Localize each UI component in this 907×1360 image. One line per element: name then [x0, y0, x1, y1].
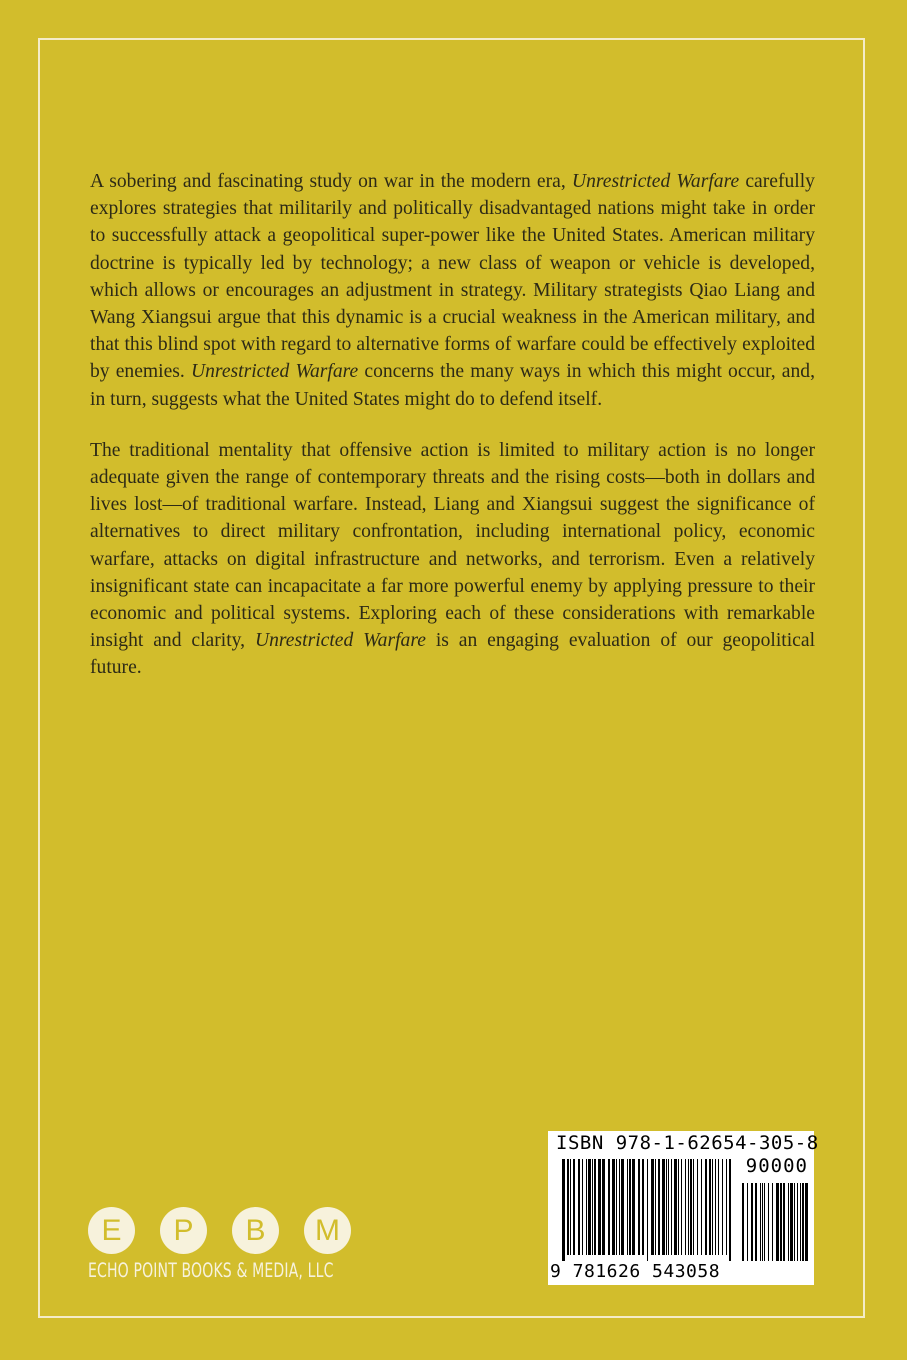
barcode-bar [668, 1159, 669, 1255]
barcode-bar [693, 1159, 694, 1255]
barcode-addon-bar [802, 1183, 804, 1261]
barcode-bar [621, 1159, 624, 1255]
barcode-bar [666, 1159, 667, 1255]
barcode-addon-bar [797, 1183, 798, 1261]
barcode-bar [642, 1159, 644, 1255]
barcode-addon-bar [776, 1183, 779, 1261]
barcode-addon-bar [794, 1183, 795, 1261]
barcode-bar [598, 1159, 601, 1255]
price-code: 90000 [745, 1155, 808, 1177]
barcode-addon-bar [768, 1183, 769, 1261]
barcode-bar [705, 1159, 707, 1255]
barcode-addon-bar [747, 1183, 748, 1261]
logo-letter-e: E [88, 1207, 135, 1254]
barcode-addon-bar [788, 1183, 789, 1261]
isbn-text: ISBN 978-1-62654-305-8 [556, 1132, 819, 1154]
barcode-bar [578, 1159, 580, 1255]
barcode-bar [671, 1159, 672, 1255]
isbn-barcode [548, 1131, 819, 1285]
barcode-addon-bar [772, 1183, 773, 1261]
barcode-addon-bar [742, 1183, 744, 1261]
barcode-bar [629, 1159, 631, 1255]
barcode-addon-bar [805, 1183, 808, 1261]
barcode-bar [662, 1159, 665, 1255]
barcode-bar [709, 1159, 711, 1255]
barcode-bar [562, 1159, 565, 1261]
barcode-bar [638, 1159, 640, 1255]
barcode-bar [573, 1159, 575, 1255]
blurb-paragraph-1: A sobering and fascinating study on war in the modern era, Unrestricted Warfare carefully explores strategies that militarily and politically disadvantaged nations might take in order to successfully attack a geopolitical super-power like the United States. American military doctrine is typically led by technology; a new class of weapon or vehicle is developed, which allows or encourages an adjustment in strategy. Military strategists Qiao Liang and Wang Xiangsui argue that this dynamic is a crucial weakness in the American military, and that this blind spot with regard to alternative forms of warfare could be effectively exploited by enemies. Unrestricted Warfare concerns the many ways in which this might occur, and, in turn, suggests what the United States might do to defend itself. [90, 171, 815, 410]
book-title: Unrestricted Warfare [190, 361, 359, 383]
barcode-addon-bar [751, 1183, 753, 1261]
barcode-addon-bar [790, 1183, 793, 1261]
barcode-bar [718, 1159, 719, 1255]
barcode-bar [726, 1159, 727, 1255]
barcode-bar [674, 1159, 677, 1255]
barcode-bar [592, 1159, 593, 1255]
barcode-bar [632, 1159, 635, 1255]
barcode-bar [619, 1159, 620, 1255]
barcode-bar [697, 1159, 698, 1255]
logo-letter-b: B [232, 1207, 279, 1254]
barcode-bar [567, 1159, 569, 1255]
publisher-logo [88, 1207, 358, 1287]
barcode-bar [616, 1159, 617, 1255]
barcode-bar [681, 1159, 682, 1255]
barcode-bar [594, 1159, 596, 1255]
barcode-bar [678, 1159, 679, 1255]
blurb-paragraph-2: The traditional mentality that offensive action is limited to military action is no longer adequate given the range of contemporary threats and the rising costs—both in dollars and lives lost—of traditional warfare. Instead, Liang and Xiangsui suggest the significance of alternatives to direct military confrontation, including international policy, economic warfare, attacks on digital infrastructure and networks, and terrorism. Even a relatively insignificant state can incapacitate a far more powerful enemy by applying pressure to their economic and political systems. Exploring each of these considerations with remarkable insight and clarity, Unrestricted Warfare is an engaging evaluation of our geopolitical future. [90, 439, 816, 679]
barcode-addon-bar [760, 1183, 761, 1261]
barcode-bar [729, 1159, 731, 1261]
barcode-bar [712, 1159, 713, 1255]
barcode-addon-bar [783, 1183, 785, 1261]
barcode-bar [685, 1159, 686, 1255]
barcode-bar [588, 1159, 591, 1255]
barcode-bar [582, 1159, 583, 1255]
barcode-addon-bar [780, 1183, 782, 1261]
barcode-bar [586, 1159, 587, 1255]
barcode-addon-bar [755, 1183, 757, 1261]
logo-circles [88, 1207, 358, 1254]
publisher-name: ECHO POINT BOOKS & MEDIA, LLC [88, 1259, 334, 1282]
barcode-bar [612, 1159, 615, 1255]
book-title: Unrestricted Warfare [254, 630, 426, 652]
barcode-bar [715, 1159, 716, 1255]
logo-letter-m: M [304, 1207, 351, 1254]
barcode-bar [690, 1159, 692, 1255]
barcode-bar [701, 1159, 702, 1255]
barcode-bar [658, 1159, 660, 1255]
barcode-bar [722, 1159, 723, 1255]
barcode-addon-bar [762, 1183, 763, 1261]
barcode-bar [627, 1159, 628, 1255]
logo-letter-p: P [160, 1207, 207, 1254]
barcode-bar [602, 1159, 605, 1255]
barcode-bar [655, 1159, 656, 1255]
book-title: Unrestricted Warfare [571, 171, 740, 192]
barcode-bar [647, 1159, 648, 1261]
barcode-bar [651, 1159, 654, 1255]
barcode-digits: 9 781626 543058 [550, 1261, 721, 1282]
barcode-bar [688, 1159, 689, 1255]
back-cover-blurb [90, 168, 815, 706]
barcode-bar [570, 1159, 571, 1255]
barcode-bar [608, 1159, 610, 1255]
barcode-addon-bar [764, 1183, 765, 1261]
barcode-addon-bar [800, 1183, 801, 1261]
